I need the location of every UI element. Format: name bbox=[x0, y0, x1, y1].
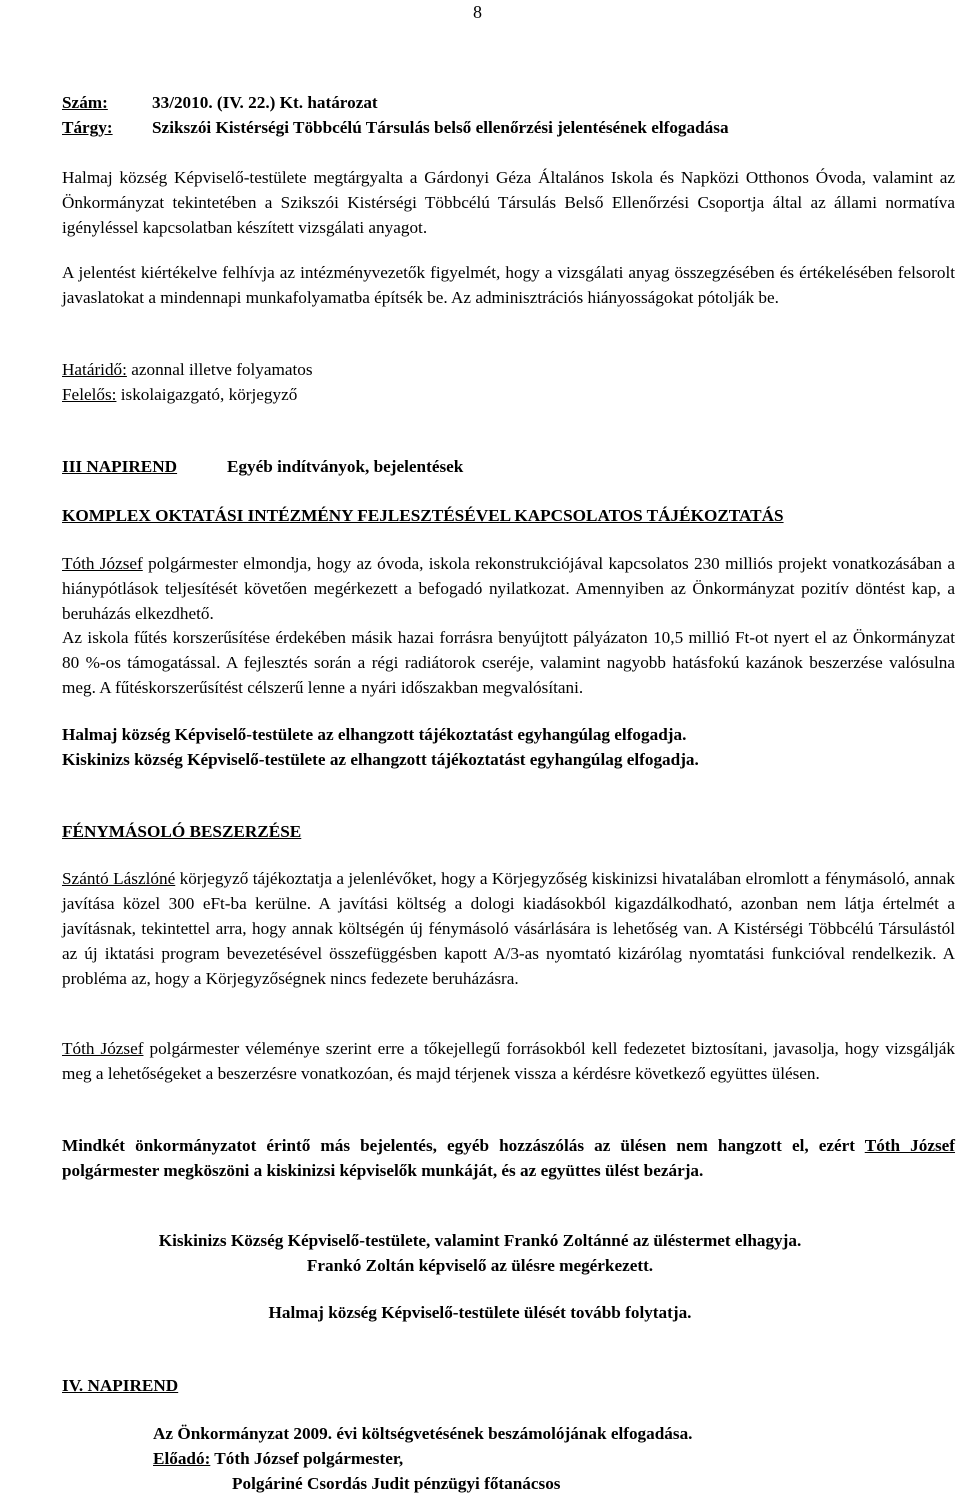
agenda-3 bbox=[62, 454, 955, 479]
section-1-paragraph-1 bbox=[62, 551, 955, 626]
centered-line-1: Kiskinizs Község Képviselő-testülete, valamint Frankó Zoltánné az üléstermet elhagyja. bbox=[158, 1231, 802, 1250]
deadline-value: azonnal illetve folyamatos bbox=[126, 360, 313, 379]
person-name: Tóth József bbox=[864, 1136, 956, 1155]
resolution-paragraph: A jelentést kiértékelve felhívja az intézményvezetők figyelmét, hogy a vizsgálati anyag összegzésében és értékelésében felsorolt javaslatokat a mindennapi munkafolyamatba építsék be. Az adminisztrációs hiányosságokat pótolják be. bbox=[62, 263, 955, 307]
section-1-paragraph-2: Az iskola fűtés korszerűsítése érdekében másik hazai forrásra benyújtott pályázaton 10,5 millió Ft-ot nyert el az Önkormányzat 80 %-os támogatással. A fejlesztés során a régi radiátorok cseréje, valamint nagyobb hatásfokú kazánok beszerzése valósulna meg. A fűtéskorszerűsítést célszerű lenne a nyári időszakban megvalósítani. bbox=[62, 628, 955, 697]
person-name: Tóth József bbox=[62, 1039, 144, 1058]
section-1-paragraph-1-text: polgármester elmondja, hogy az óvoda, iskola rekonstrukciójával kapcsolatos 230 milliós projekt vonatkozásában a hiánypótlások teljesítését követően megérkezett a befogadó nyilatkozat. Amennyiben az Önkormányzat pozitív döntést kap, a beruházás elkezdhető. bbox=[62, 554, 955, 623]
section-1-heading: KOMPLEX OKTATÁSI INTÉZMÉNY FEJLESZTÉSÉVEL KAPCSOLATOS TÁJÉKOZTATÁS bbox=[62, 506, 784, 525]
agenda-3-title: Egyéb indítványok, bejelentések bbox=[227, 457, 464, 476]
section-2-paragraph-2-text: polgármester véleménye szerint erre a tőkejellegű forrásokból kell fedezetet biztosítani, javasolja, hogy vizsgálják meg a lehetőségeket a beszerzésre vonatkozóan, és majd térjenek vissza a kérdésre következő együttes ülésen. bbox=[62, 1039, 955, 1083]
closing-text-b: polgármester megköszöni a kiskinizsi képviselők munkáját, és az együttes ülést bezárja. bbox=[62, 1161, 704, 1180]
section-1-decisions bbox=[62, 722, 955, 772]
deadline-block bbox=[62, 357, 955, 407]
decision-kiskinizs: Kiskinizs község Képviselő-testülete az elhangzott tájékoztatást egyhangúlag elfogadja. bbox=[62, 750, 699, 769]
responsible-value: iskolaigazgató, körjegyző bbox=[116, 385, 298, 404]
page-number: 8 bbox=[473, 2, 482, 22]
targy-value: Szikszói Kistérségi Többcélú Társulás belső ellenőrzési jelentésének elfogadása bbox=[152, 118, 729, 137]
responsible-label: Felelős: bbox=[62, 385, 117, 404]
centered-line-2: Frankó Zoltán képviselő az ülésre megérkezett. bbox=[306, 1256, 654, 1275]
targy-label: Tárgy: bbox=[62, 118, 113, 137]
decision-halmaj: Halmaj község Képviselő-testülete az elhangzott tájékoztatást egyhangúlag elfogadja. bbox=[62, 725, 687, 744]
section-2-heading: FÉNYMÁSOLÓ BESZERZÉSE bbox=[62, 822, 302, 841]
resolution-header bbox=[62, 90, 955, 140]
section-2-paragraph-1 bbox=[62, 866, 955, 991]
agenda-3-label: III NAPIREND bbox=[62, 457, 178, 476]
szam-value: 33/2010. (IV. 22.) Kt. határozat bbox=[152, 93, 378, 112]
presenter-name: Tóth József polgármester, bbox=[210, 1449, 404, 1468]
person-name: Szántó Lászlóné bbox=[62, 869, 176, 888]
closing-paragraph bbox=[62, 1133, 955, 1183]
section-2-paragraph-1-text: körjegyző tájékoztatja a jelenlévőket, hogy a Körjegyzőség kiskinizsi hivatalában elromlott a fénymásoló, annak javítása közel 300 eFt-ba kerülne. A javítási költség a dologi kiadásokból kigazdálkodható, azonban nem látja értelmét a javításnak, tekintettel arra, hogy annak költségén új fénymásoló vásárlására is lehetőség van. A Kistérségi Többcélú Társulástól az új iktatási program bevezetésével összefüggésben kapott A/3-as nyomtató kizárólag nyomtatási funkcióval rendelkezik. A probléma az, hogy a Körjegyzőségnek nincs fedezete beruházásra. bbox=[62, 869, 955, 988]
agenda-4-label: IV. NAPIREND bbox=[62, 1376, 179, 1395]
closing-text-a: Mindkét önkormányzatot érintő más bejelentés, egyéb hozzászólás az ülésen nem hangzott el, ezért bbox=[62, 1136, 865, 1155]
intro-paragraph: Halmaj község Képviselő-testülete megtárgyalta a Gárdonyi Géza Általános Iskola és Napközi Otthonos Óvoda, valamint az Önkormányzat tekintetében a Szikszói Kistérségi Többcélú Társulás Belső Ellenőrzési Csoportja által az állami normatíva igényléssel kapcsolatban készített vizsgálati anyagot. bbox=[62, 168, 955, 237]
agenda-4-title: Az Önkormányzat 2009. évi költségvetésének beszámolójának elfogadása. bbox=[153, 1424, 693, 1443]
deadline-label: Határidő: bbox=[62, 360, 127, 379]
agenda-4-details bbox=[153, 1421, 953, 1496]
centered-line-3: Halmaj község Képviselő-testülete ülését tovább folytatja. bbox=[268, 1303, 692, 1322]
person-name: Tóth József bbox=[62, 554, 143, 573]
presenter-2: Polgáriné Csordás Judit pénzügyi főtanácsos bbox=[232, 1474, 561, 1493]
presenter-label: Előadó: bbox=[153, 1449, 211, 1468]
section-2-paragraph-2 bbox=[62, 1036, 955, 1086]
szam-label: Szám: bbox=[62, 93, 108, 112]
